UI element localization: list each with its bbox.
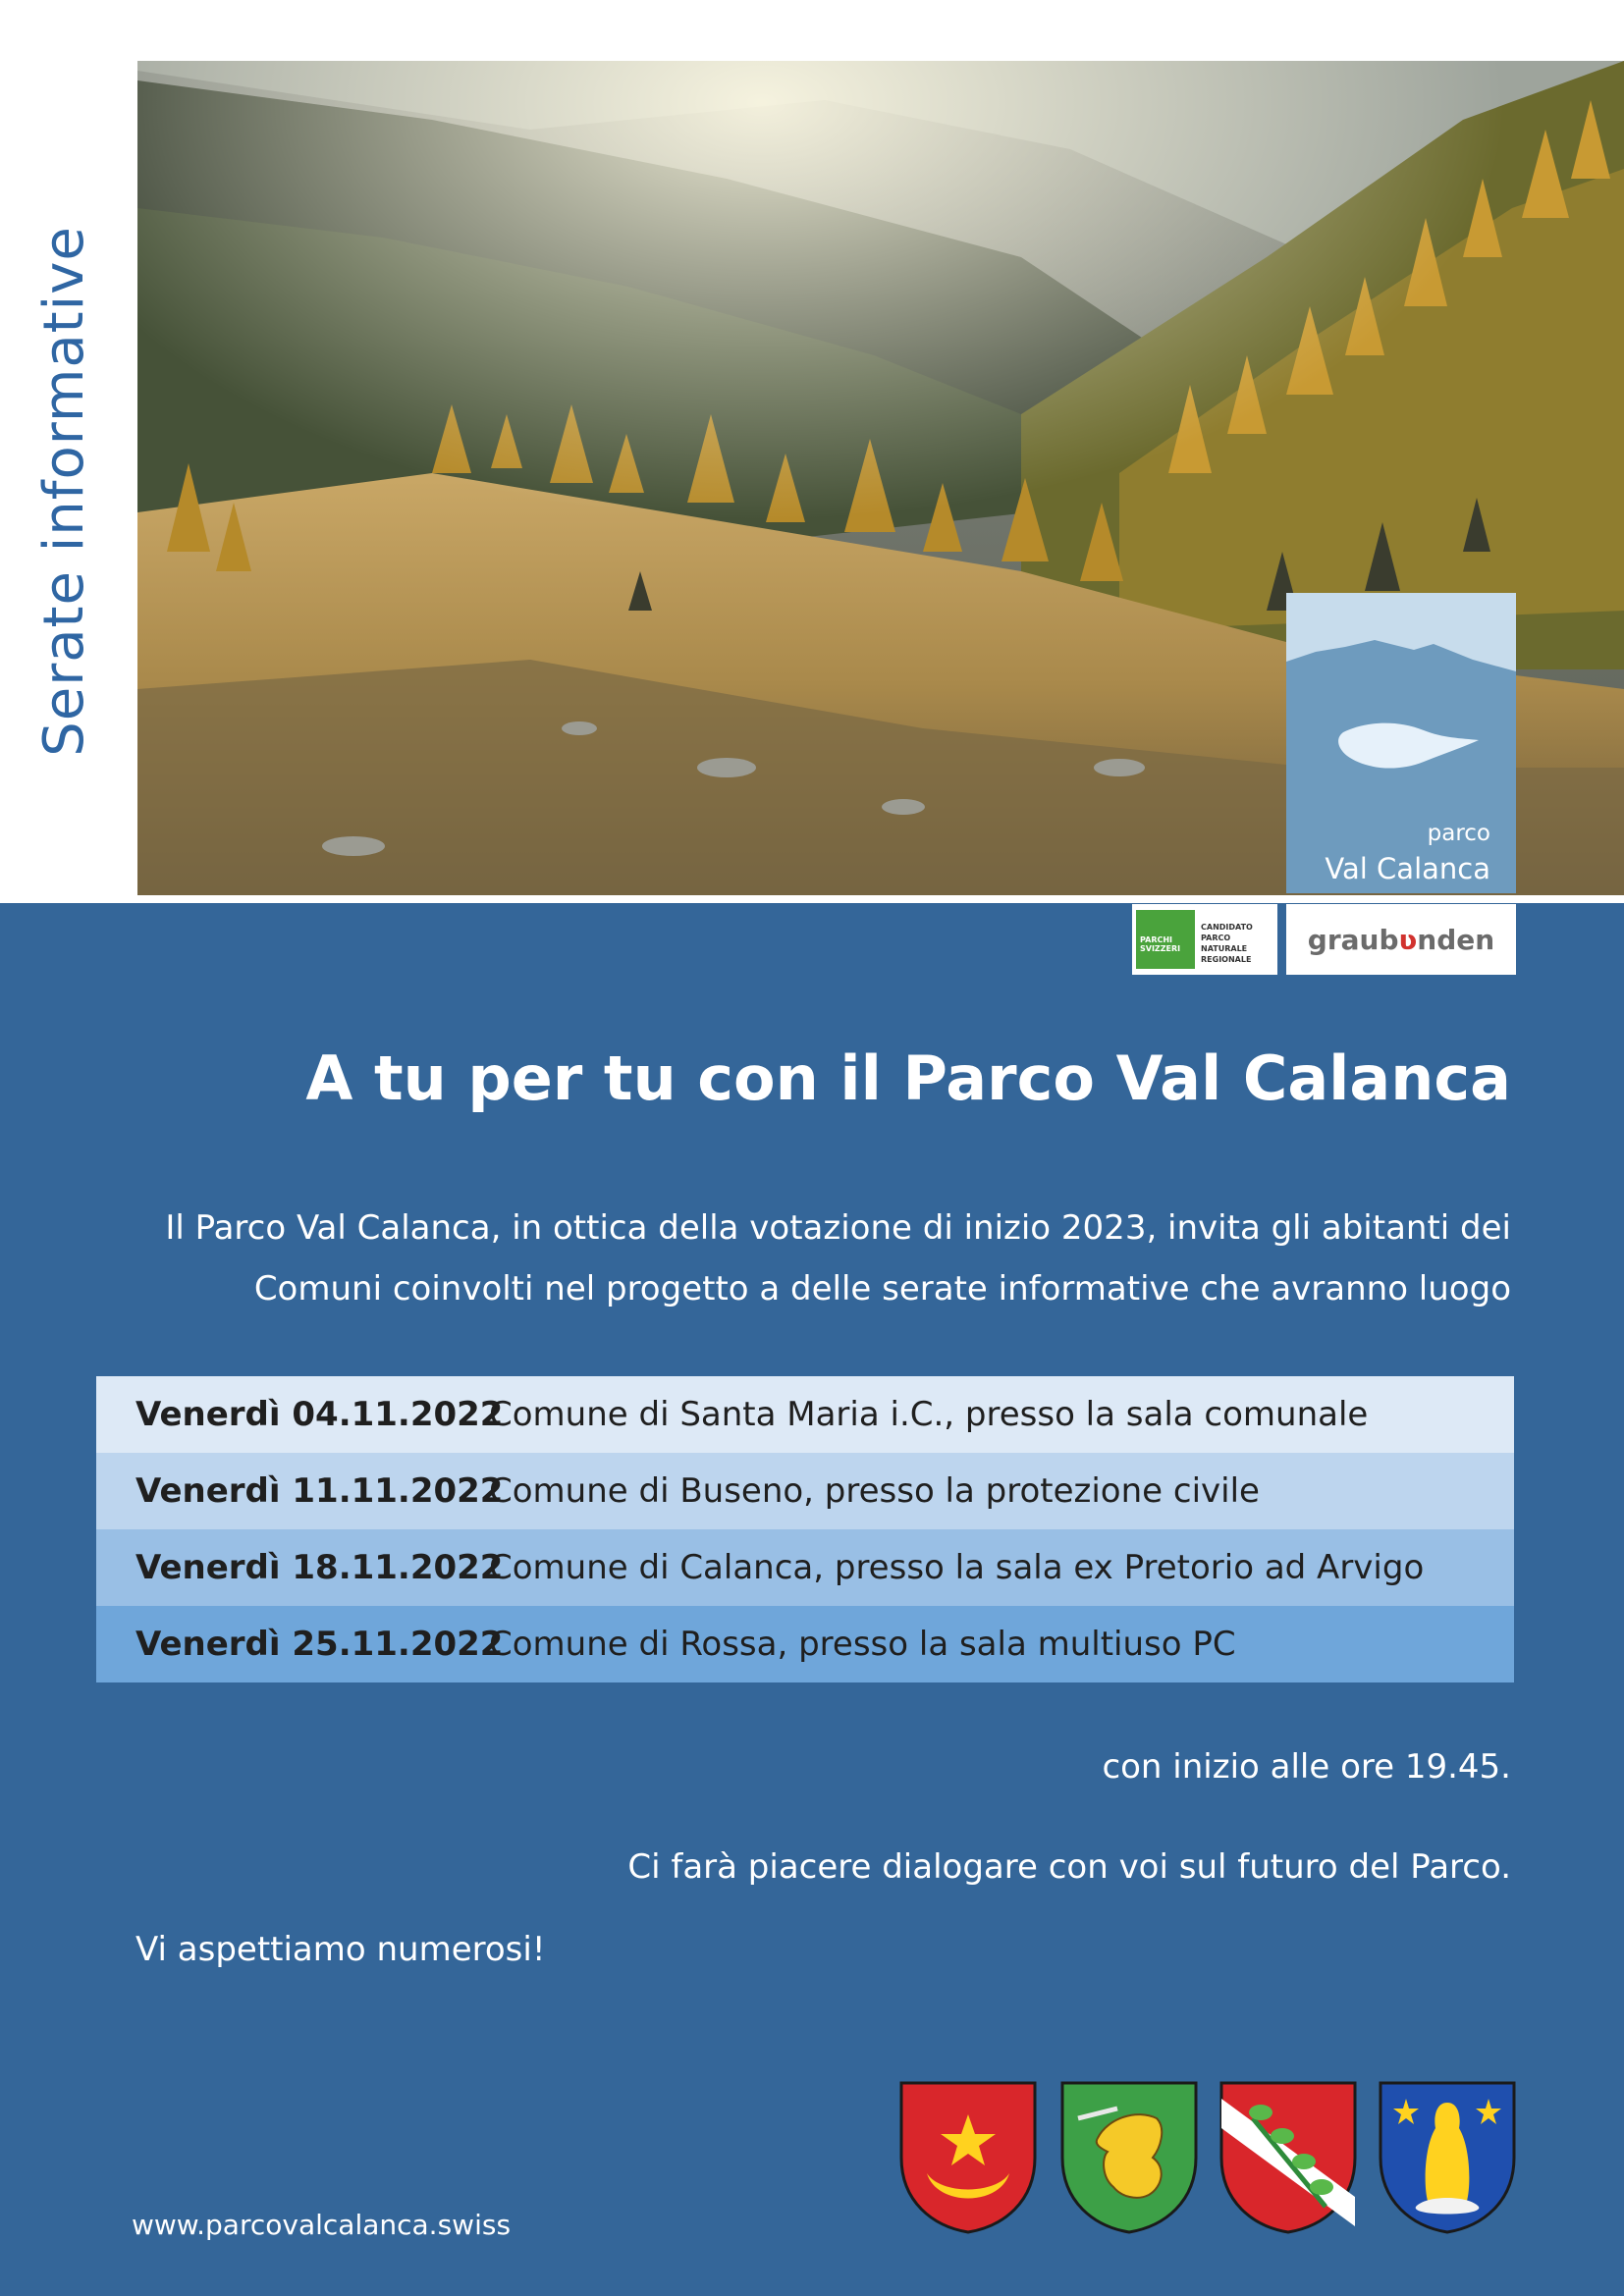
rossa-crest-icon	[1377, 2079, 1518, 2234]
event-place: Comune di Buseno, presso la protezione civile	[489, 1471, 1260, 1511]
event-place: Comune di Rossa, presso la sala multiuso PC	[489, 1625, 1236, 1664]
event-row	[96, 1376, 1514, 1453]
event-date: Venerdì 25.11.2022	[135, 1625, 504, 1664]
closing-text: Vi aspettiamo numerosi!	[135, 1930, 546, 1969]
park-logo-mountain-icon	[1286, 593, 1516, 819]
graubunden-u-mark: ʋ	[1398, 923, 1418, 956]
graubunden-badge	[1286, 904, 1516, 975]
park-logo	[1286, 593, 1516, 893]
event-row	[96, 1529, 1514, 1606]
start-time-text: con inizio alle ore 19.45.	[1102, 1747, 1511, 1787]
park-logo-line2: Val Calanca	[1325, 852, 1490, 885]
intro-line-1: Il Parco Val Calanca, in ottica della votazione di inizio 2023, invita gli abitanti dei	[165, 1208, 1511, 1248]
event-place: Comune di Santa Maria i.C., presso la sala comunale	[489, 1395, 1369, 1434]
graubunden-wordmark	[1308, 924, 1494, 956]
event-row	[96, 1606, 1514, 1682]
event-date: Venerdì 11.11.2022	[135, 1471, 504, 1511]
santa-maria-crest-icon	[897, 2079, 1039, 2234]
buseno-crest-icon	[1058, 2079, 1200, 2234]
parchi-svizzeri-logo	[1136, 910, 1195, 969]
calanca-crest-icon	[1218, 2079, 1359, 2234]
website-link[interactable]: www.parcovalcalanca.swiss	[132, 2209, 512, 2241]
parchi-svizzeri-badge	[1132, 904, 1277, 975]
events-table	[96, 1376, 1514, 1682]
event-place: Comune di Calanca, presso la sala ex Pretorio ad Arvigo	[489, 1548, 1425, 1587]
parchi-svizzeri-caption: CANDIDATO PARCO NATURALE REGIONALE	[1201, 923, 1253, 964]
intro-text	[97, 1198, 1511, 1319]
side-title-text: Serate informative	[31, 225, 96, 757]
intro-line-2: Comuni coinvolti nel progetto a delle serate informative che avranno luogo	[253, 1269, 1511, 1308]
side-title	[29, 206, 98, 775]
park-logo-line1: parco	[1427, 821, 1490, 846]
dialogue-text: Ci farà piacere dialogare con voi sul futuro del Parco.	[627, 1847, 1511, 1887]
graubunden-part-b: nden	[1417, 923, 1495, 956]
event-date: Venerdì 18.11.2022	[135, 1548, 504, 1587]
parchi-svizzeri-small-text: PARCHI SVIZZERI	[1140, 935, 1181, 953]
event-row	[96, 1453, 1514, 1529]
graubunden-part-a: graub	[1307, 923, 1399, 956]
headline: A tu per tu con il Parco Val Calanca	[305, 1042, 1511, 1114]
event-date: Venerdì 04.11.2022	[135, 1395, 504, 1434]
